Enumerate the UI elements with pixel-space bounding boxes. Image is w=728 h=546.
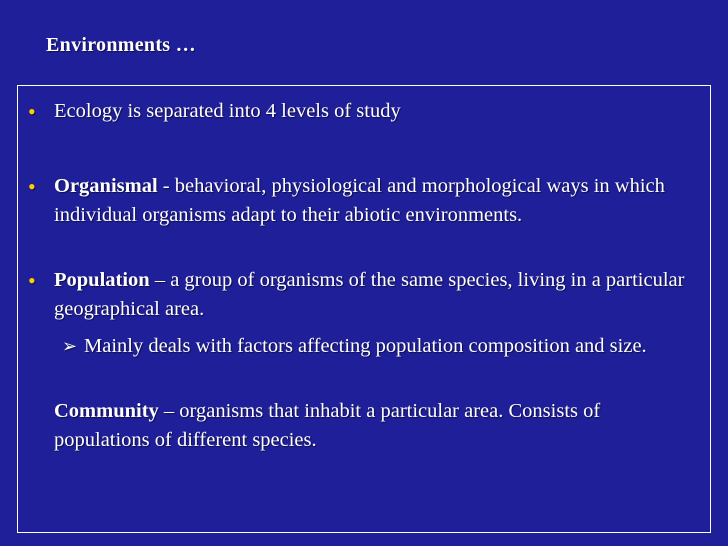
bullet-text: [54, 97, 694, 126]
term-organismal: Organismal: [54, 175, 158, 197]
bullet-dot-icon: •: [28, 99, 36, 124]
community-body: – organisms that inhabit a particular area. Consists of populations of different species.: [54, 400, 601, 451]
slide-title: Environments …: [46, 34, 196, 56]
arrow-right-icon: ➢: [62, 336, 78, 356]
community-paragraph: [54, 397, 694, 455]
bullet-text: [54, 266, 694, 324]
bullet-dot-icon: •: [28, 174, 36, 199]
bullet-body: – a group of organisms of the same species, living in a particular geographical area.: [54, 269, 685, 320]
bullet-body: Ecology is separated into 4 levels of study: [54, 100, 401, 122]
bullet-text: [54, 172, 694, 230]
term-population: Population: [54, 269, 150, 291]
bullet-body: - behavioral, physiological and morphological ways in which individual organisms adapt to their abiotic environments.: [54, 175, 665, 226]
sub-bullet-text: Mainly deals with factors affecting population composition and size.: [84, 335, 647, 357]
term-community: Community: [54, 400, 159, 422]
bullet-dot-icon: •: [28, 268, 36, 293]
